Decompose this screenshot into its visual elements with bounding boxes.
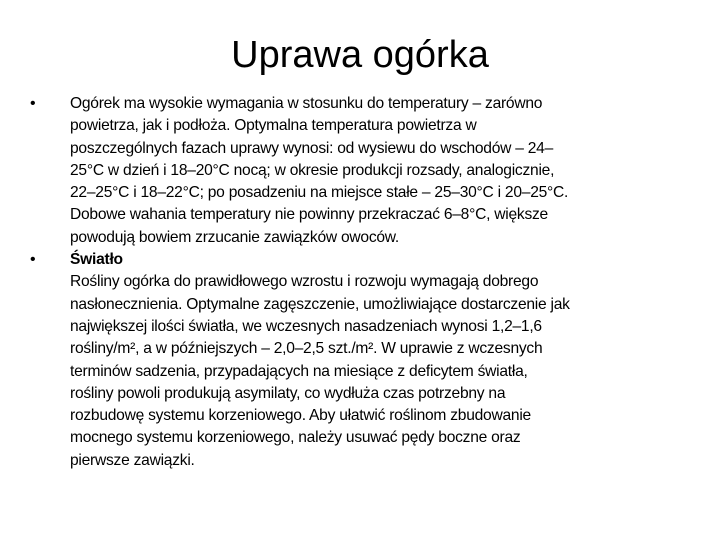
slide-title: Uprawa ogórka [231, 34, 489, 76]
text-line: mocnego systemu korzeniowego, należy usuwać pędy boczne oraz [70, 429, 521, 447]
section-heading: Światło [70, 251, 123, 269]
bullet-temperature [30, 93, 710, 249]
text-line: pierwsze zawiązki. [70, 451, 195, 469]
text-line: powodują bowiem zrzucanie zawiązków owoców. [70, 228, 400, 246]
text-line: terminów sadzenia, przypadających na miesiące z deficytem światła, [70, 362, 528, 380]
text-line: Rośliny ogórka do prawidłowego wzrostu i rozwoju wymagają dobrego [70, 273, 539, 291]
text-line: nasłonecznienia. Optymalne zagęszczenie, umożliwiające dostarczenie jak [70, 295, 570, 313]
slide-body [30, 93, 710, 472]
text-line: największej ilości światła, we wczesnych nasadzeniach wynosi 1,2–1,6 [70, 317, 542, 335]
text-line: rośliny/m², a w późniejszych – 2,0–2,5 szt./m². W uprawie z wczesnych [70, 340, 543, 358]
bullet-light [30, 249, 710, 472]
text-line: poszczególnych fazach uprawy wynosi: od wysiewu do wschodów – 24– [70, 139, 554, 157]
text-line: rozbudowę systemu korzeniowego. Aby ułatwić roślinom zbudowanie [70, 407, 531, 425]
text-line: Ogórek ma wysokie wymagania w stosunku do temperatury – zarówno [70, 95, 543, 112]
text-line: powietrza, jak i podłoża. Optymalna temperatura powietrza w [70, 117, 477, 135]
text-line: Dobowe wahania temperatury nie powinny przekraczać 6–8°C, większe [70, 206, 548, 224]
text-line: 22–25°C i 18–22°C; po posadzeniu na miejsce stałe – 25–30°C i 20–25°C. [70, 184, 569, 202]
bullet-icon: • [30, 251, 36, 269]
bullet-icon: • [30, 95, 36, 112]
text-line: rośliny powoli produkują asymilaty, co wydłuża czas potrzebny na [70, 384, 506, 402]
text-line: 25°C w dzień i 18–20°C nocą; w okresie produkcji rozsady, analogicznie, [70, 161, 555, 179]
